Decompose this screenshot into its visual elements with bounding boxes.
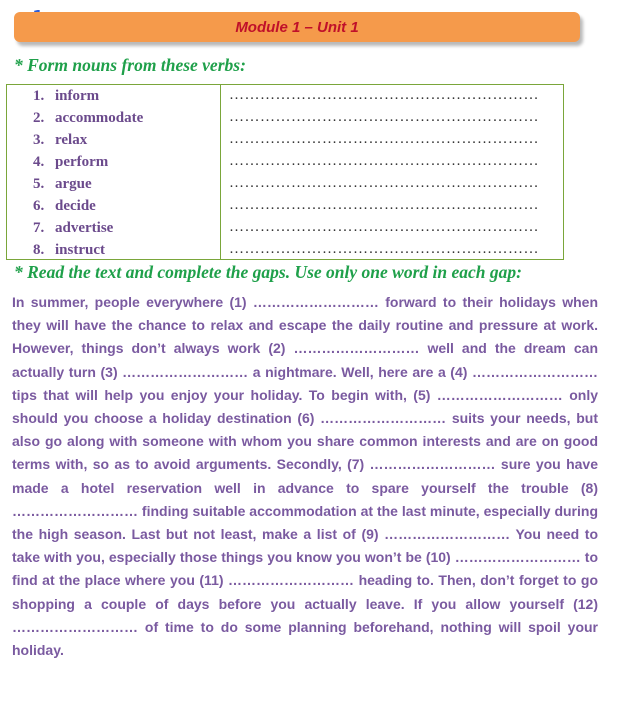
verb-number: 4. bbox=[33, 154, 45, 170]
verb-word: inform bbox=[55, 88, 100, 104]
verb-row bbox=[7, 173, 563, 195]
verb-number: 2. bbox=[33, 110, 45, 126]
verb-row bbox=[7, 217, 563, 239]
gap-fill-passage: In summer, people everywhere (1) ……………………… forward to their holidays when they will have the chance to relax and escape the daily routine and pressure at work. However, things don’t always work (2) ……………………… well and the dream can actually turn (3) ……………………… a nightmare. Well, here are a (4) ……………………… tips that will help you enjoy your holiday. To begin with, (5) ……………………… only should you choose a holiday destination (6) ……………………… suits your needs, but also go along with someone with whom you share common interests and are on good terms with, so as to avoid arguments. Secondly, (7) ……………………… sure you have made a hotel reservation well in advance to spare yourself the trouble (8) ……………………… finding suitable accommodation at the last minute, especially during the high season. Last but not least, make a list of (9) ……………………… You need to take with you, especially those things you know you won’t be (10) ……………………… to find at the place where you (11) ……………………… heading to. Then, don’t forget to go shopping a couple of days before you actually leave. If you allow yourself (12) ……………………… of time to do some planning beforehand, nothing will spoil your holiday. bbox=[12, 294, 598, 659]
verb-row bbox=[7, 107, 563, 129]
verb-row bbox=[7, 239, 563, 261]
verb-row bbox=[7, 129, 563, 151]
verb-word: argue bbox=[55, 176, 92, 192]
verb-word: perform bbox=[55, 154, 109, 170]
verb-row bbox=[7, 151, 563, 173]
verb-row bbox=[7, 85, 563, 107]
verb-number: 3. bbox=[33, 132, 45, 148]
verb-word: advertise bbox=[55, 220, 114, 236]
exercise1-instruction: * Form nouns from these verbs: bbox=[14, 55, 246, 75]
verb-number: 8. bbox=[33, 242, 45, 258]
answer-blank[interactable]: …………………………………………………… bbox=[229, 175, 539, 191]
verb-word: instruct bbox=[55, 242, 105, 258]
verb-row bbox=[7, 195, 563, 217]
verb-word: relax bbox=[55, 132, 88, 148]
answer-blank[interactable]: …………………………………………………… bbox=[229, 109, 539, 125]
verb-table bbox=[6, 84, 564, 260]
header-bar bbox=[14, 12, 580, 42]
answer-blank[interactable]: …………………………………………………… bbox=[229, 241, 539, 257]
answer-blank[interactable]: …………………………………………………… bbox=[229, 87, 539, 103]
exercise2-instruction: * Read the text and complete the gaps. Use only one word in each gap: bbox=[14, 262, 522, 282]
verb-word: accommodate bbox=[55, 110, 144, 126]
answer-blank[interactable]: …………………………………………………… bbox=[229, 131, 539, 147]
verb-number: 5. bbox=[33, 176, 45, 192]
verb-number: 1. bbox=[33, 88, 45, 104]
answer-blank[interactable]: …………………………………………………… bbox=[229, 197, 539, 213]
module-title: Module 1 – Unit 1 bbox=[235, 18, 359, 36]
answer-blank[interactable]: …………………………………………………… bbox=[229, 153, 539, 169]
verb-number: 6. bbox=[33, 198, 45, 214]
answer-blank[interactable]: …………………………………………………… bbox=[229, 219, 539, 235]
verb-number: 7. bbox=[33, 220, 45, 236]
verb-word: decide bbox=[55, 198, 96, 214]
